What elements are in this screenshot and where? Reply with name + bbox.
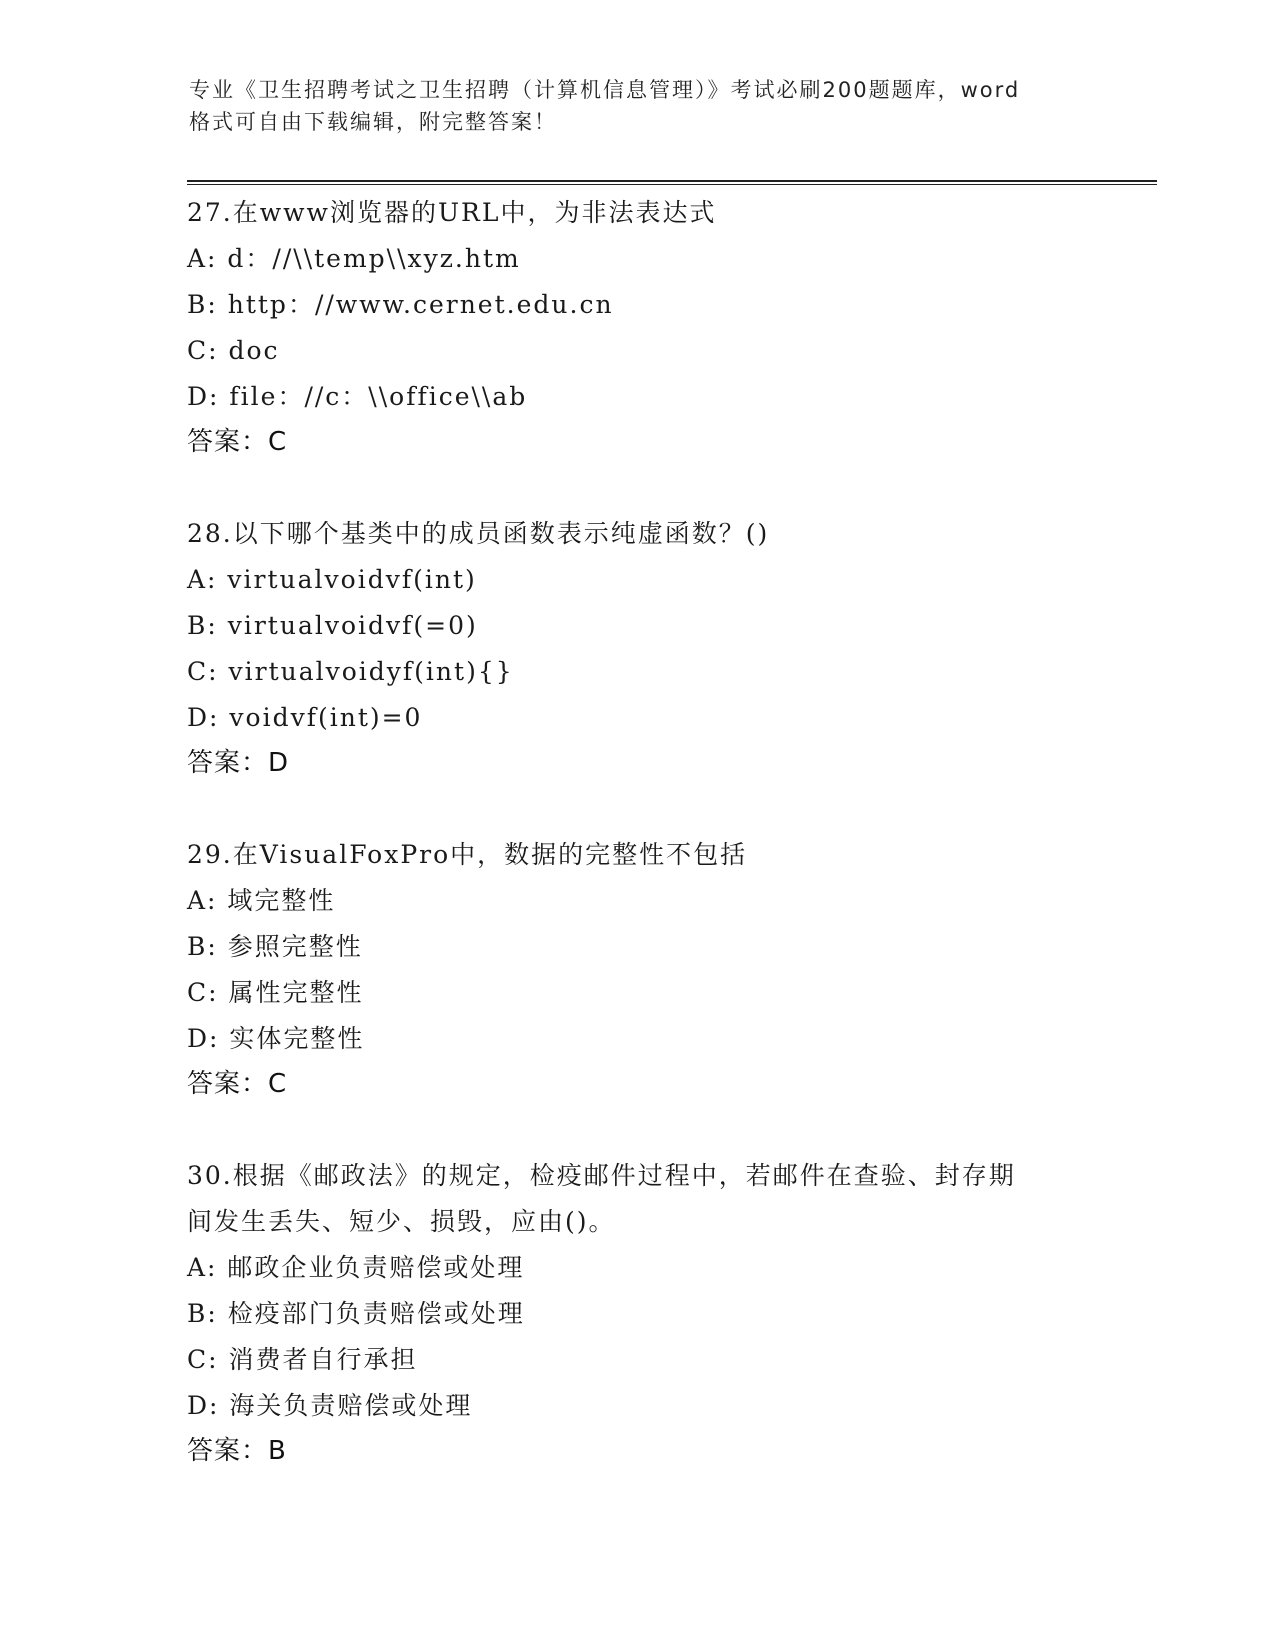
- option-b: B: 检疫部门负责赔偿或处理: [187, 1299, 525, 1328]
- option-c: C: 消费者自行承担: [187, 1345, 418, 1374]
- answer-label: 答案：C: [187, 427, 288, 457]
- option-b: B: 参照完整性: [187, 932, 363, 961]
- option-b: B: virtualvoidvf(=0): [187, 611, 478, 640]
- answer-label: 答案：D: [187, 748, 290, 778]
- option-d: D: file：//c：\\office\\ab: [187, 382, 528, 411]
- option-d: D: voidvf(int)=0: [187, 703, 423, 732]
- question-28: [187, 511, 1107, 785]
- header-divider-thin: [187, 184, 1157, 185]
- question-29: [187, 832, 1107, 1106]
- header-line-1: 专业《卫生招聘考试之卫生招聘（计算机信息管理）》考试必刷200题题库，word: [189, 78, 1021, 102]
- option-a: A: 域完整性: [187, 886, 336, 915]
- question-stem: 29.在VisualFoxPro中，数据的完整性不包括: [187, 840, 748, 869]
- question-stem-line-1: 30.根据《邮政法》的规定，检疫邮件过程中，若邮件在查验、封存期: [187, 1161, 1016, 1190]
- question-stem-line-2: 间发生丢失、短少、损毁，应由()。: [187, 1207, 616, 1236]
- question-stem: 27.在www浏览器的URL中，为非法表达式: [187, 198, 717, 227]
- header-divider-thick: [187, 180, 1157, 182]
- option-d: D: 海关负责赔偿或处理: [187, 1391, 473, 1420]
- option-a: A: 邮政企业负责赔偿或处理: [187, 1253, 525, 1282]
- option-a: A: virtualvoidvf(int): [187, 565, 477, 594]
- answer-label: 答案：C: [187, 1069, 288, 1099]
- question-27: [187, 190, 1107, 464]
- document-header: [189, 74, 1089, 138]
- question-30: [187, 1153, 1107, 1473]
- option-c: C: doc: [187, 336, 280, 365]
- answer-label: 答案：B: [187, 1436, 287, 1466]
- question-stem: 28.以下哪个基类中的成员函数表示纯虚函数？(): [187, 519, 770, 548]
- option-c: C: 属性完整性: [187, 978, 364, 1007]
- option-d: D: 实体完整性: [187, 1024, 365, 1053]
- option-a: A: d：//\\temp\\xyz.htm: [187, 244, 521, 273]
- header-line-2: 格式可自由下载编辑，附完整答案！: [189, 110, 557, 134]
- option-b: B: http：//www.cernet.edu.cn: [187, 290, 614, 319]
- option-c: C: virtualvoidyf(int){}: [187, 657, 514, 686]
- question-list: [187, 190, 1107, 1520]
